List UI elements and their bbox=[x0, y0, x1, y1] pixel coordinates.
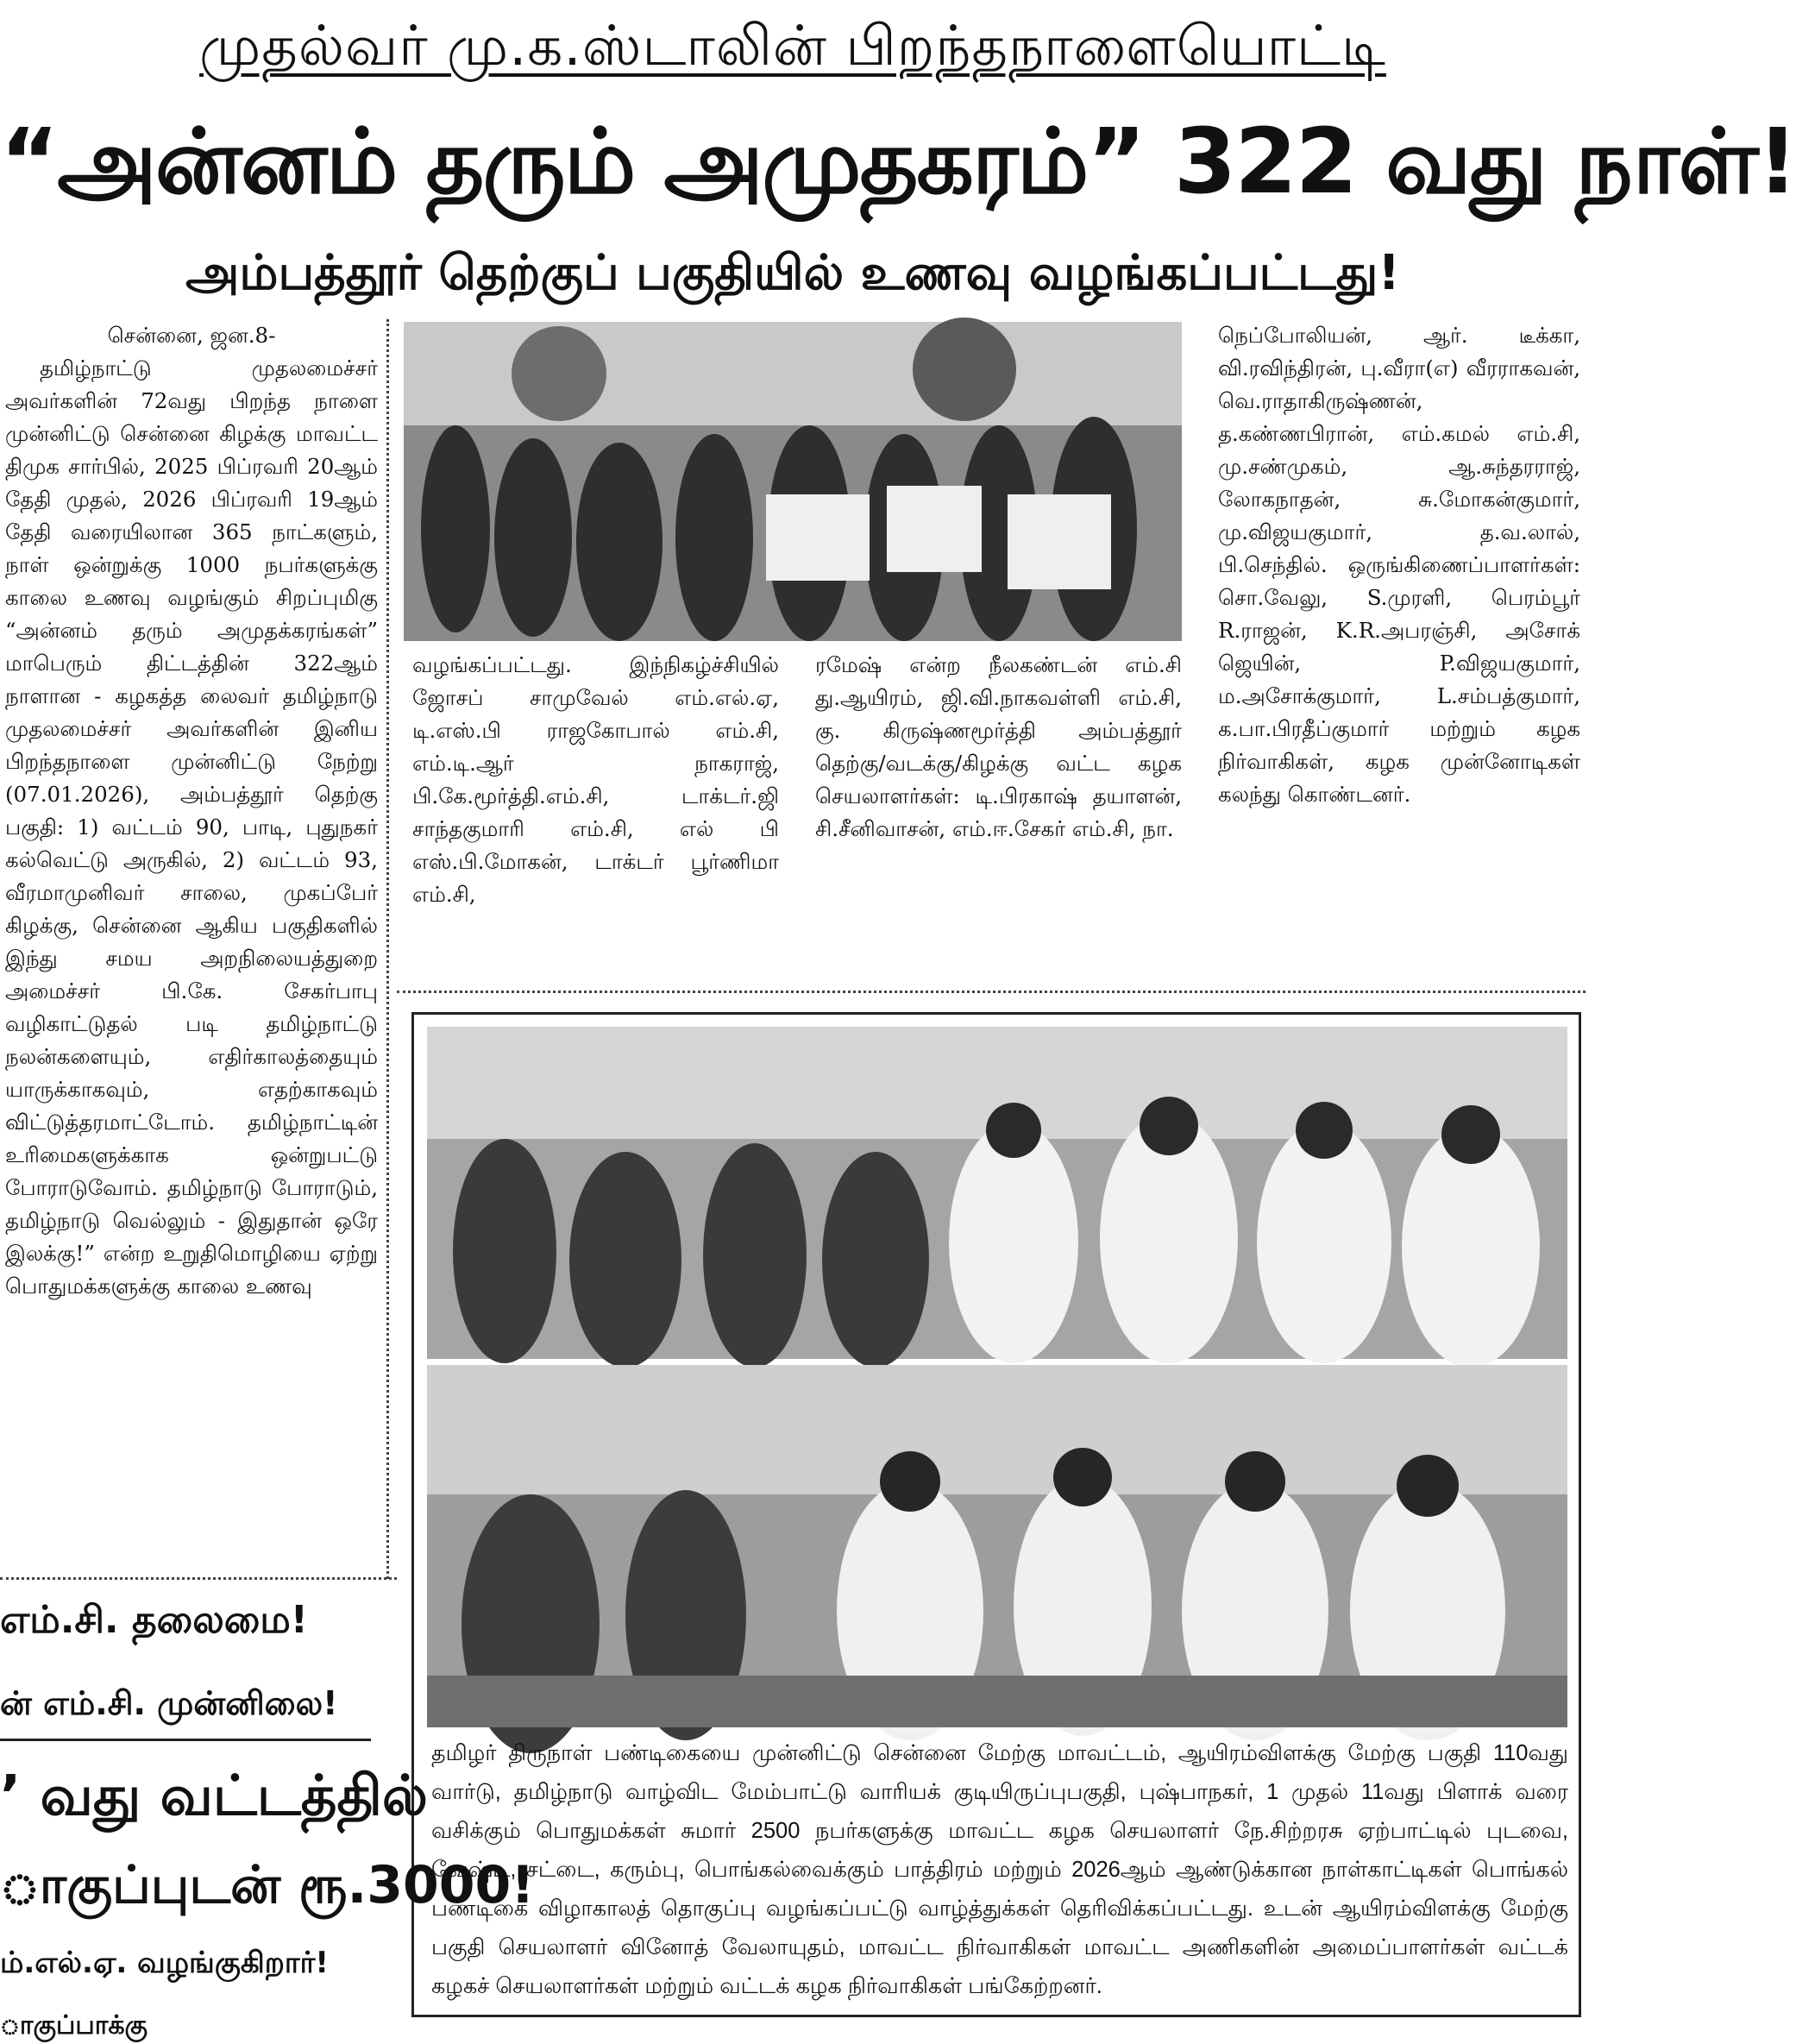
kicker-text: முதல்வர் மு.க.ஸ்டாலின் பிறந்தநாளையொட்டி bbox=[199, 15, 1386, 79]
subheadline: அம்பத்தூர் தெற்குப் பகுதியில் உணவு வழங்கப்பட்டது! bbox=[185, 245, 1400, 301]
kicker-line bbox=[0, 3, 1586, 90]
tease-rule bbox=[0, 1739, 371, 1741]
tease-line-3: ’ வது வட்டத்தில் bbox=[0, 1764, 428, 1828]
photo-caption: தமிழர் திருநாள் பண்டிகையை முன்னிட்டு சென்னை மேற்கு மாவட்டம், ஆயிரம்விளக்கு மேற்கு பகுதி 110வது வார்டு, தமிழ்நாடு வாழ்விட மேம்பாட்டு வாரியக் குடியிருப்புபகுதி, புஷ்பாநகர், 1 முதல் 11வது பிளாக் வரை வசிக்கும் பொதுமக்கள் சுமார் 2500 நபர்களுக்கு மாவட்ட கழக செயலாளர் நே.சிற்றரசு ஏற்பாட்டில் புடவை, வேஷ்டி, சட்டை, கரும்பு, பொங்கல்வைக்கும் பாத்திரம் மற்றும் 2026ஆம் ஆண்டுக்கான நாள்காட்டிகள் பொங்கல் பண்டிகை விழாகாலத் தொகுப்பு வழங்கப்பட்டு வாழ்த்துக்கள் தெரிவிக்கப்பட்டது. உடன் ஆயிரம்விளக்கு மேற்கு பகுதி செயலாளர் வினோத் வேலாயுதம், மாவட்ட நிர்வாகிகள் மாவட்ட அணிகளின் அமைப்பாளர்கள் வட்டக் கழகச் செயலாளர்கள் மற்றும் வட்டக் கழக நிர்வாகிகள் பங்கேற்றனர். bbox=[431, 1741, 1568, 1998]
tease-line-4: ாகுப்புடன் ரூ.3000! bbox=[0, 1855, 535, 1915]
tease-line-2: ன் எம்.சி. முன்னிலை! bbox=[0, 1684, 338, 1722]
article-column-3 bbox=[815, 649, 1182, 977]
tease-line-1: எம்.சி. தலைமை! bbox=[0, 1598, 308, 1642]
related-story-teaser bbox=[0, 1579, 535, 2041]
headline: “அன்னம் தரும் அமுதகரம்” 322 வது நாள்! bbox=[0, 109, 1796, 214]
column-divider bbox=[386, 319, 389, 1579]
article-body-2: வழங்கப்பட்டது. இந்நிகழ்ச்சியில் ஜோசப் சாமுவேல் எம்.எல்.ஏ, டி.எஸ்.பி ராஜகோபால் எம்.சி, எம்.டி.ஆர் நாகராஜ், பி.கே.மூர்த்தி.எம்.சி, டாக்டர்.ஜி சாந்தகுமாரி எம்.சி, எல் பி எஸ்.பி.மோகன், டாக்டர் பூர்ணிமா எம்.சி, bbox=[412, 652, 779, 907]
article-column-4 bbox=[1218, 319, 1580, 975]
article-body-4: நெப்போலியன், ஆர். டீக்கா, வி.ரவிந்திரன், பு.வீரா(எ) வீரராகவன், வெ.ராதாகிருஷ்ணன், த.கண்ணபிரான், எம்.கமல் எம்.சி, மு.சண்முகம், ஆ.சுந்தரராஜ், லோகநாதன், சு.மோகன்குமார், மு.விஜயகுமார், த.வ.லால், பி.செந்தில். ஒருங்கிணைப்பாளர்கள்: சொ.வேலு, S.முரளி, பெரம்பூர் R.ராஜன், K.R.அபரஞ்சி, அசோக் ஜெயின், P.விஜயகுமார், ம.அசோக்குமார், L.சம்பத்குமார், க.பா.பிரதீப்குமார் மற்றும் கழக நிர்வாகிகள், கழக முன்னோடிகள் கலந்து கொண்டனர். bbox=[1218, 323, 1580, 807]
article-body-1: தமிழ்நாட்டு முதலமைச்சர் அவர்களின் 72வது பிறந்த நாளை முன்னிட்டு சென்னை கிழக்கு மாவட்ட திமுக சார்பில், 2025 பிப்ரவரி 20ஆம் தேதி முதல், 2026 பிப்ரவரி 19ஆம் தேதி வரையிலான 365 நாட்களும், நாள் ஒன்றுக்கு 1000 நபர்களுக்கு காலை உணவு வழங்கும் சிறப்புமிகு “அன்னம் தரும் அமுதக்கரங்கள்” மாபெரும் திட்டத்தின் 322ஆம் நாளான - கழகத்த லைவர் தமிழ்நாடு முதலமைச்சர் அவர்களின் இனிய பிறந்தநாளை முன்னிட்டு நேற்று (07.01.2026), அம்பத்தூர் தெற்கு பகுதி: 1) வட்டம் 90, பாடி, புதுநகர் கல்வெட்டு அருகில், 2) வட்டம் 93, வீரமாமுனிவர் சாலை, முகப்பேர் கிழக்கு, சென்னை ஆகிய பகுதிகளில் இந்து சமய அறநிலையத்துறை அமைச்சர் பி.கே. சேகர்பாபு வழிகாட்டுதல் படி தமிழ்நாட்டு நலன்களையும், எதிர்காலத்தையும் யாருக்காகவும், எதற்காகவும் விட்டுத்தரமாட்டோம். தமிழ்நாட்டின் உரிமைகளுக்காக ஒன்றுபட்டு போராடுவோம். தமிழ்நாடு போராடும், தமிழ்நாடு வெல்லும் - இதுதான் ஒரே இலக்கு!” என்ற உறுதிமொழியை ஏற்று பொதுமக்களுக்கு காலை உணவு bbox=[5, 355, 378, 1299]
tease-line-5: ம்.எல்.ஏ. வழங்குகிறார்! bbox=[0, 1946, 329, 1980]
section-divider bbox=[397, 991, 1586, 993]
tease-line-6: ாகுப்பாக்கு bbox=[0, 2010, 148, 2041]
event-photo-top bbox=[404, 322, 1182, 641]
event-photo-bottom bbox=[427, 1365, 1567, 1727]
article-column-2 bbox=[412, 649, 779, 977]
article-column-1 bbox=[5, 319, 378, 1562]
event-photo-middle bbox=[427, 1027, 1567, 1359]
dateline: சென்னை, ஜன.8- bbox=[107, 323, 276, 348]
article-body-3: ரமேஷ் என்ற நீலகண்டன் எம்.சி து.ஆயிரம், ஜி.வி.நாகவள்ளி எம்.சி, கு. கிருஷ்ணமூர்த்தி அம்பத்தூர் தெற்கு/வடக்கு/கிழக்கு வட்ட கழக செயலாளர்கள்: டி.பிரகாஷ் தயாளன், சி.சீனிவாசன், எம்.ஈ.சேகர் எம்.சி, நா. bbox=[815, 652, 1182, 841]
